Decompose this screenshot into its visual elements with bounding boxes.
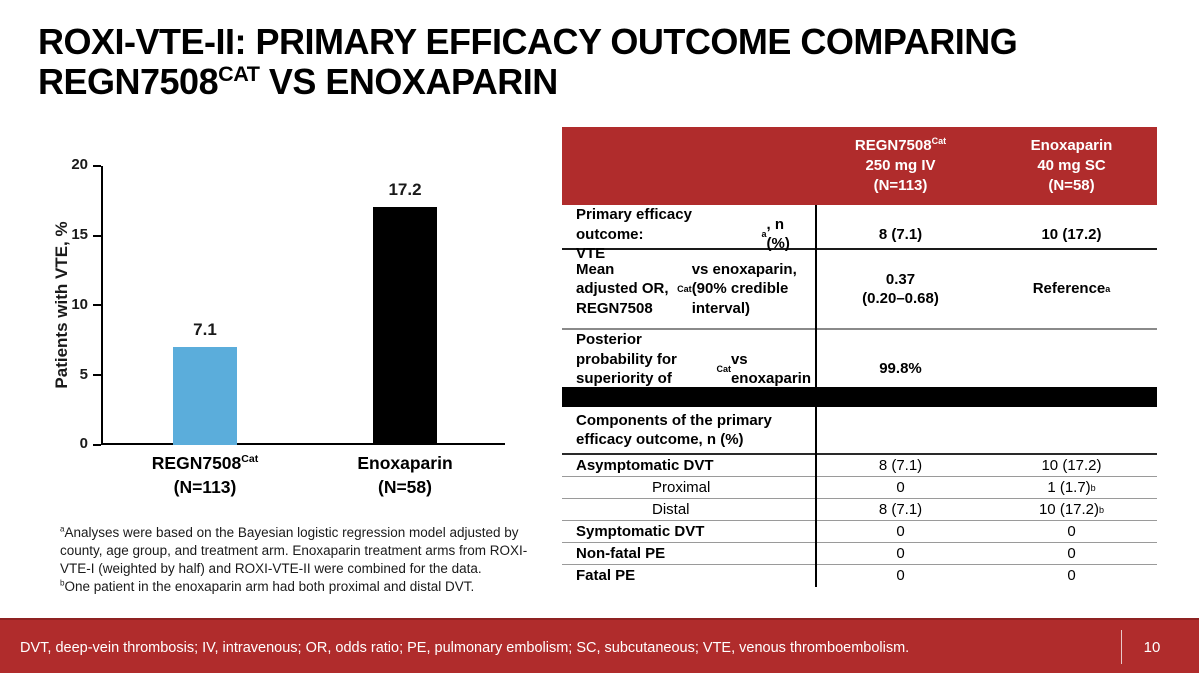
row-value-regn7508: 8 (7.1) xyxy=(878,500,923,518)
footer-bar xyxy=(0,618,1199,673)
row-value-enoxaparin: 0 xyxy=(1067,544,1076,562)
footnote-b: $^b$One patient in the enoxaparin arm had both proximal and distal DVT. xyxy=(60,578,475,594)
row-label: Proximal xyxy=(652,478,711,496)
row-value-enoxaparin: Reference a xyxy=(1032,280,1111,298)
y-tick-label-10: 10 xyxy=(71,296,88,313)
row-value-regn7508: 0 xyxy=(896,478,905,496)
table-row-components-header xyxy=(562,407,1157,455)
bar-value-label-enoxaparin: 17.2 xyxy=(388,179,422,199)
footer-divider-line xyxy=(1121,630,1122,664)
table-header-row xyxy=(562,127,1157,205)
chart-plot-area xyxy=(101,166,505,445)
y-tick-label-5: 5 xyxy=(79,366,88,383)
category-n-regn7508: (N=113) xyxy=(173,476,237,497)
category-label-regn7508 xyxy=(115,452,295,499)
page-title-line1: ROXI-VTE-II: PRIMARY EFFICACY OUTCOME COMPARING xyxy=(38,21,1018,62)
category-n-enoxaparin: (N=58) xyxy=(378,476,432,497)
y-tick-label-15: 15 xyxy=(71,226,88,243)
row-value-enoxaparin xyxy=(986,407,1157,453)
row-value-enoxaparin: 10 (17.2) b xyxy=(1038,500,1105,518)
row-label: Primary efficacy outcome: VTE a , n (%) xyxy=(576,206,790,262)
page-title-line2: $REGN7508^{CAT}$ VS ENOXAPARIN xyxy=(38,61,558,103)
footnotes xyxy=(60,524,554,596)
y-tick-mark-15 xyxy=(93,235,101,237)
footer-abbreviations: DVT, deep-vein thrombosis; IV, intravenous; OR, odds ratio; PE, pulmonary embolism; SC, subcutaneous; VTE, venous thromboembolism. xyxy=(20,639,910,656)
category-label-enoxaparin xyxy=(315,452,495,499)
category-name-enoxaparin: Enoxaparin xyxy=(357,453,453,473)
row-value-regn7508 xyxy=(815,407,986,453)
table-row-distal xyxy=(562,499,1157,521)
row-value-enoxaparin: 10 (17.2) xyxy=(1041,225,1102,243)
row-label: Non-fatal PE xyxy=(576,544,666,562)
y-tick-mark-0 xyxy=(93,444,101,446)
y-tick-label-20: 20 xyxy=(71,156,88,173)
row-value-enoxaparin xyxy=(986,330,1157,408)
row-label: Components of the primary efficacy outcome, n (%) xyxy=(576,411,772,448)
row-label: Asymptomatic DVT xyxy=(576,456,714,474)
category-name-regn7508: $REGN7508^{Cat}$ xyxy=(151,453,259,473)
table-vertical-divider xyxy=(815,205,817,587)
row-value-enoxaparin: 0 xyxy=(1067,567,1076,585)
bar-enoxaparin xyxy=(373,207,437,445)
table-row-proximal xyxy=(562,477,1157,499)
footnote-a: $^a$Analyses were based on the Bayesian logistic regression model adjusted by county, age group, and treatment arm. Enoxaparin treatment arms from ROXI-VTE-I (weighted by half) and ROXI-VTE-II were combined for the data. xyxy=(60,524,528,576)
row-label: Posterior probability for superiority of REGN7508 Cat vs enoxaparin xyxy=(576,331,811,407)
y-tick-label-0: 0 xyxy=(79,435,88,452)
table-row-asymptomatic-dvt xyxy=(562,455,1157,477)
row-label: Symptomatic DVT xyxy=(576,522,705,540)
page-number: 10 xyxy=(1143,639,1161,656)
row-value-enoxaparin: 10 (17.2) xyxy=(1041,456,1102,474)
table-row-fatal-pe xyxy=(562,565,1157,587)
row-label: Fatal PE xyxy=(576,567,636,585)
row-value-regn7508: 0 xyxy=(896,544,905,562)
row-label: Distal xyxy=(652,500,690,518)
row-value-regn7508: 0 xyxy=(896,567,905,585)
y-tick-mark-20 xyxy=(93,165,101,167)
row-value-regn7508: 0 xyxy=(896,522,905,540)
table-row-posterior-probability xyxy=(562,330,1157,407)
row-label: Mean adjusted OR, REGN7508 Cat vs enoxaparin, (90% credible interval) xyxy=(576,260,797,317)
table-row-non-fatal-pe xyxy=(562,543,1157,565)
table-row-mean-adjusted-or xyxy=(562,250,1157,330)
row-value-regn7508: 0.37 (0.20–0.68) xyxy=(862,270,939,307)
table-header-regn7508: $REGN7508^{Cat}$ 250 mg IV (N=113) xyxy=(854,135,947,195)
y-tick-mark-5 xyxy=(93,374,101,376)
row-value-regn7508: 8 (7.1) xyxy=(878,225,923,243)
y-tick-mark-10 xyxy=(93,304,101,306)
results-table xyxy=(562,127,1157,587)
row-value-enoxaparin: 0 xyxy=(1067,522,1076,540)
row-value-regn7508: 8 (7.1) xyxy=(878,456,923,474)
y-axis-label: Patients with VTE, % xyxy=(52,221,71,389)
page-title xyxy=(38,22,1168,103)
table-row-symptomatic-dvt xyxy=(562,521,1157,543)
table-header-enoxaparin: Enoxaparin 40 mg SC (N=58) xyxy=(1030,136,1113,195)
bar-value-label-regn7508: 7.1 xyxy=(193,319,217,339)
table-row-primary-outcome xyxy=(562,205,1157,262)
row-value-enoxaparin: 1 (1.7) b xyxy=(1047,478,1096,496)
row-value-regn7508: 99.8% xyxy=(879,360,922,378)
bar-regn7508 xyxy=(173,347,237,445)
